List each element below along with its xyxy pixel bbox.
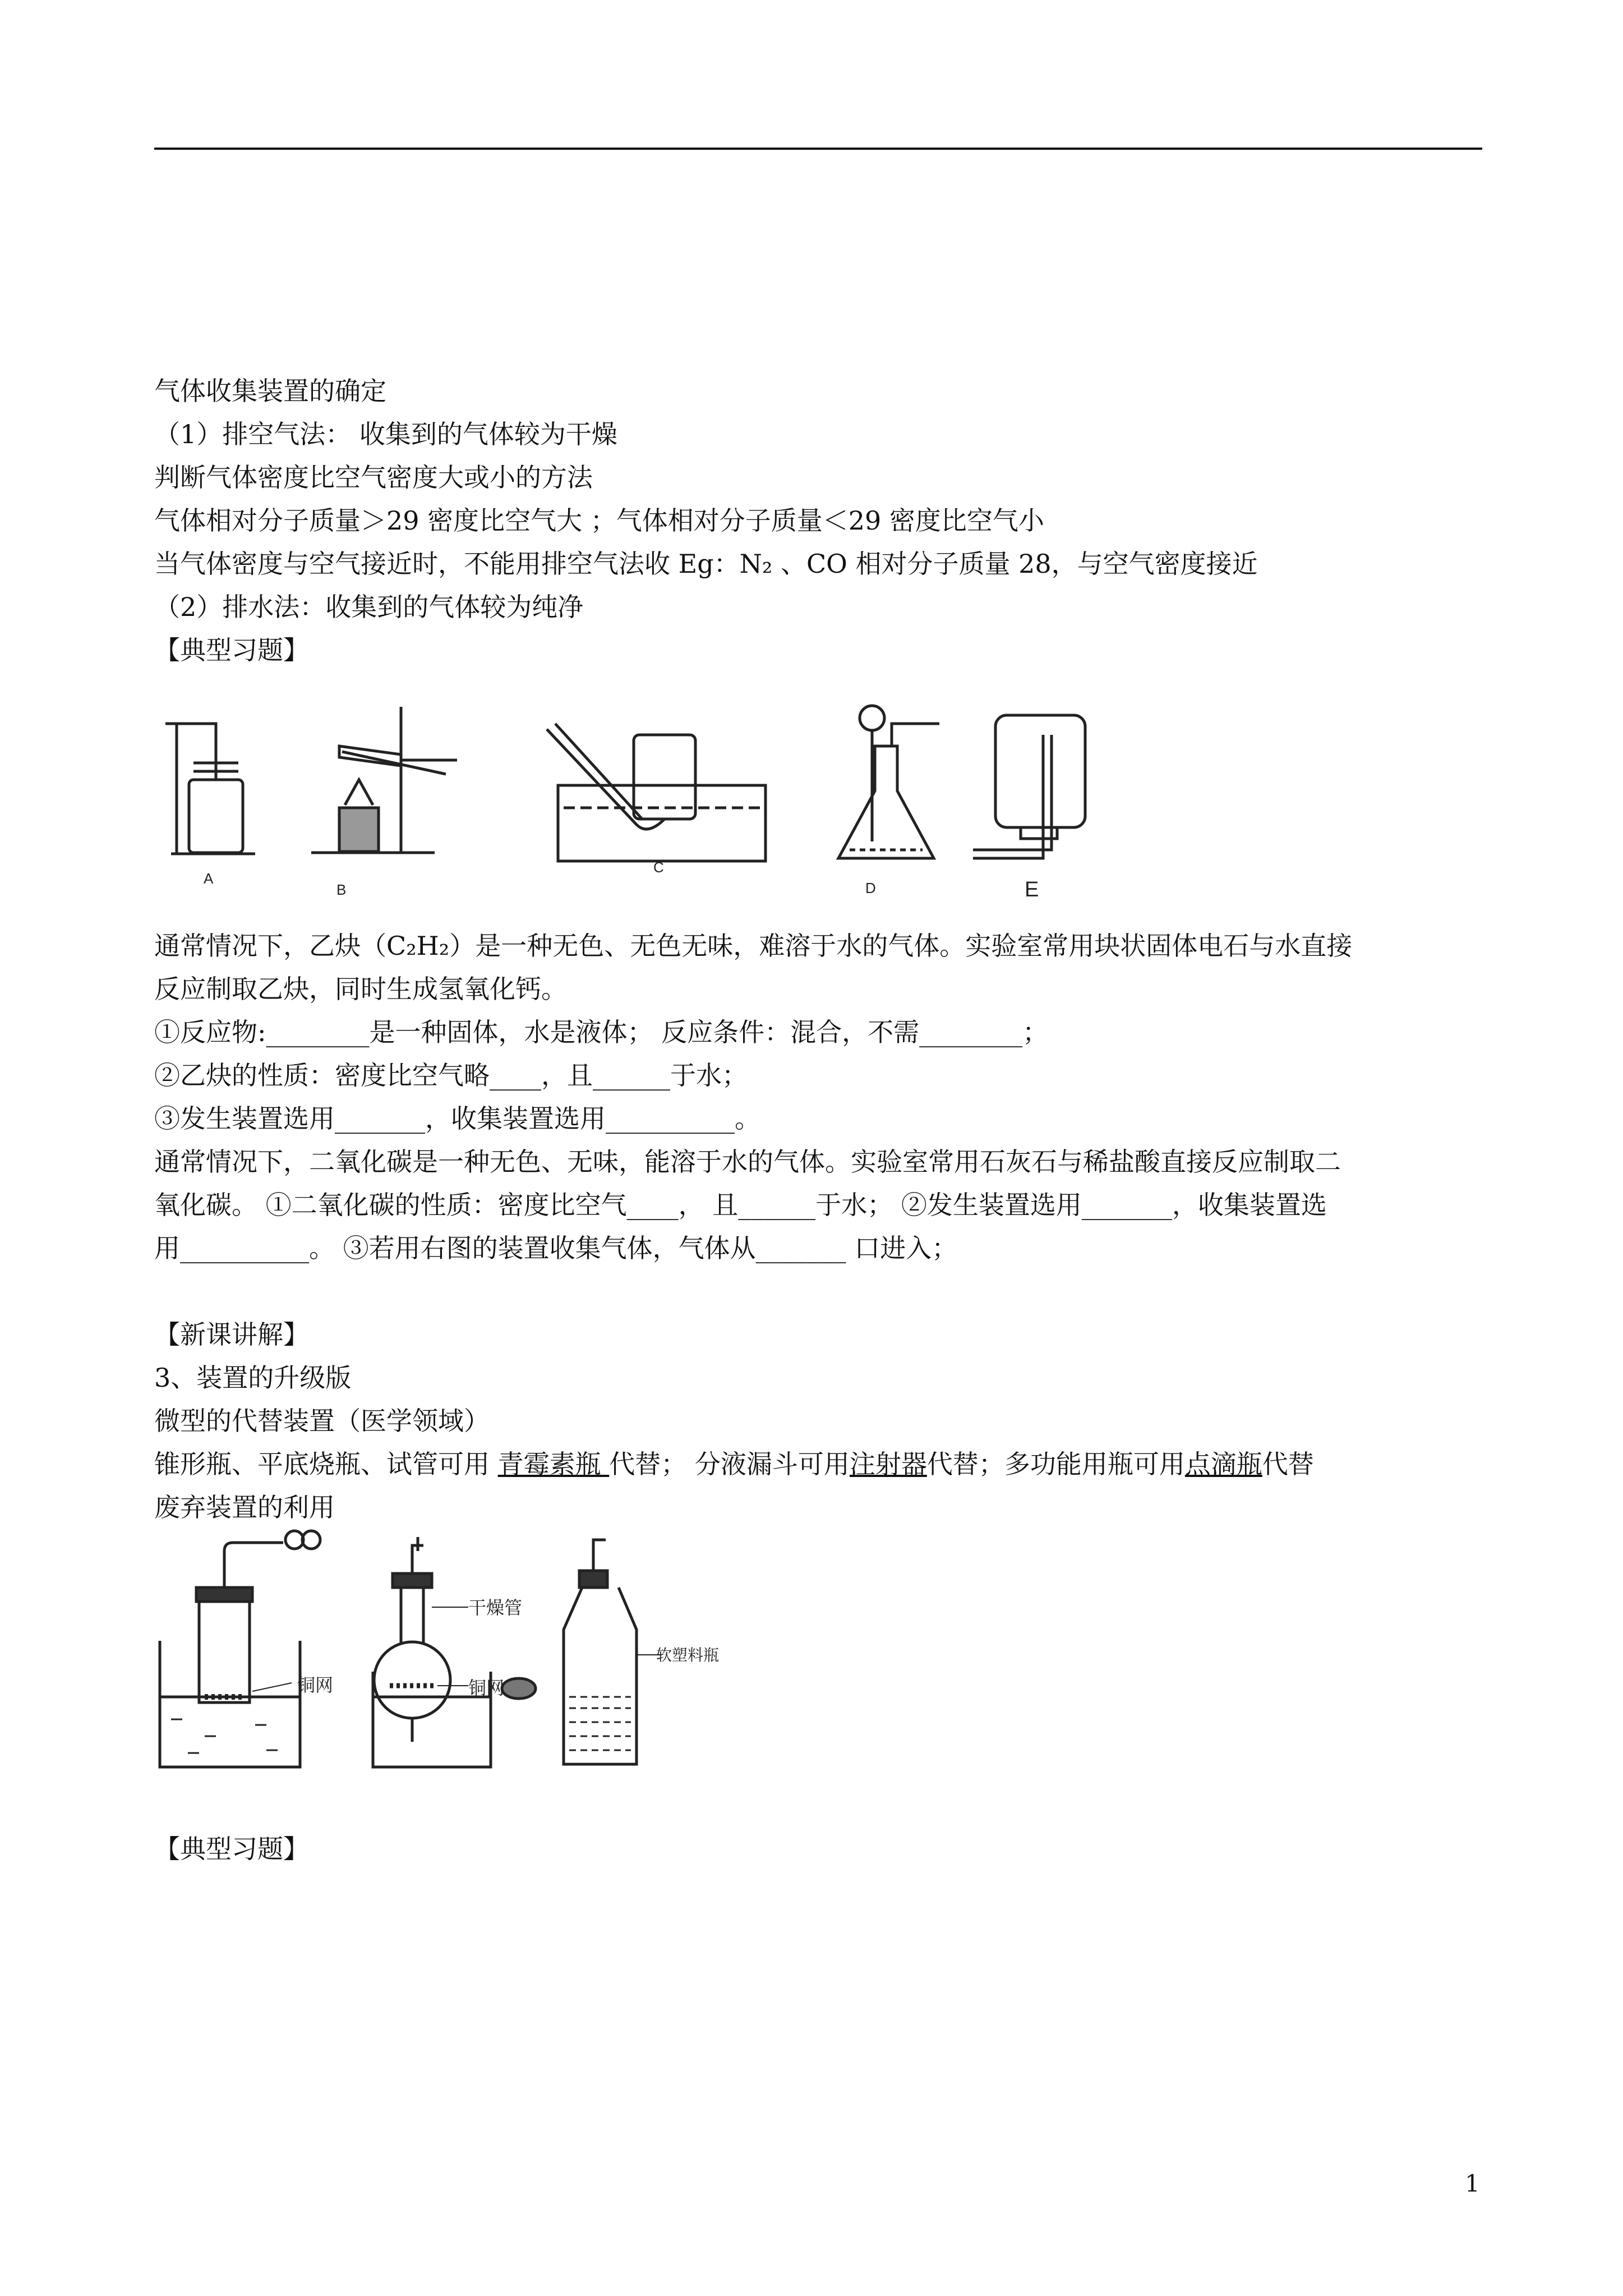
co2-para-1: 通常情况下，二氧化碳是一种无色、无味，能溶于水的气体。实验室常用石灰石与稀盐酸直接反应制取二: [154, 1147, 1341, 1177]
copper-mesh-label-1: 铜网: [297, 1674, 334, 1696]
exercise-heading-2: 【典型习题】: [154, 1834, 309, 1864]
apparatus-figure-1: [154, 690, 1108, 914]
substitution-text-2: 代替； 分液漏斗可用: [609, 1449, 850, 1479]
reuse-apparatus-3: [564, 1540, 662, 1764]
molecular-mass-line: 气体相对分子质量＞29 密度比空气大 ；气体相对分子质量＜29 密度比空气小: [154, 505, 1044, 536]
apparatus-e: [973, 715, 1085, 858]
water-displacement-line: （2）排水法：收集到的气体较为纯净: [154, 592, 584, 622]
acetylene-q2: ②乙炔的性质：密度比空气略____，且______于水；: [154, 1060, 748, 1091]
copper-mesh-label-2: 铜网: [468, 1677, 505, 1699]
density-method-line: 判断气体密度比空气密度大或小的方法: [154, 462, 593, 493]
apparatus-c: [547, 724, 766, 861]
co2-para-2: 氧化碳。 ①二氧化碳的性质：密度比空气____， 且______于水； ②发生装置选用_______，收集装置选: [154, 1190, 1327, 1220]
exercise-heading: 【典型习题】: [154, 635, 309, 665]
reuse-apparatus-1: [160, 1531, 320, 1767]
acetylene-q1: ①反应物:________是一种固体，水是液体； 反应条件：混合，不需________；: [154, 1017, 1049, 1047]
apparatus-d: [838, 706, 939, 858]
label-c: C: [653, 859, 664, 876]
substitution-text-3: 代替；多功能用瓶可用: [926, 1449, 1185, 1479]
upgrade-heading: 3、装置的升级版: [154, 1363, 352, 1393]
co2-para-3: 用__________。 ③若用右图的装置收集气体，气体从_______ 口进入；: [154, 1233, 958, 1263]
similar-density-line: 当气体密度与空气接近时，不能用排空气法收 Eg：N₂ 、CO 相对分子质量 28，与空气密度接近: [154, 549, 1258, 579]
acetylene-q3: ③发生装置选用_______，收集装置选用__________。: [154, 1103, 760, 1134]
drying-tube-label: 干燥管: [468, 1597, 523, 1618]
reuse-apparatus-2: [373, 1537, 536, 1767]
plastic-bottle-label: 软塑料瓶: [656, 1646, 720, 1664]
substitution-line: [154, 1447, 1314, 1481]
air-displacement-line: （1）排空气法： 收集到的气体较为干燥: [154, 419, 617, 449]
apparatus-figure-2: [154, 1529, 771, 1775]
label-d: D: [865, 880, 876, 896]
label-b: B: [336, 881, 347, 898]
section-title: 气体收集装置的确定: [154, 376, 386, 406]
penicillin-bottle: 青霉素瓶: [497, 1449, 610, 1479]
substitution-text-1: 锥形瓶、平底烧瓶、试管可用: [154, 1449, 498, 1479]
micro-device-line: 微型的代替装置（医学领域）: [154, 1406, 490, 1436]
header-rule: [154, 148, 1482, 150]
label-e: E: [1025, 878, 1039, 901]
waste-reuse-line: 废弃装置的利用: [154, 1492, 335, 1522]
apparatus-a: [165, 724, 255, 854]
dropper-bottle: 点滴瓶: [1184, 1449, 1262, 1479]
acetylene-para-2: 反应制取乙炔，同时生成氢氧化钙。: [154, 974, 567, 1004]
substitution-text-4: 代替: [1262, 1449, 1314, 1479]
acetylene-para-1: 通常情况下，乙炔（C₂H₂）是一种无色、无色无味，难溶于水的气体。实验室常用块状固体电石与水直接: [154, 931, 1353, 961]
label-a: A: [204, 870, 214, 887]
syringe: 注射器: [849, 1449, 927, 1479]
new-lesson-heading: 【新课讲解】: [154, 1319, 309, 1350]
page-number: 1: [1465, 2170, 1480, 2197]
apparatus-b: [311, 707, 457, 853]
